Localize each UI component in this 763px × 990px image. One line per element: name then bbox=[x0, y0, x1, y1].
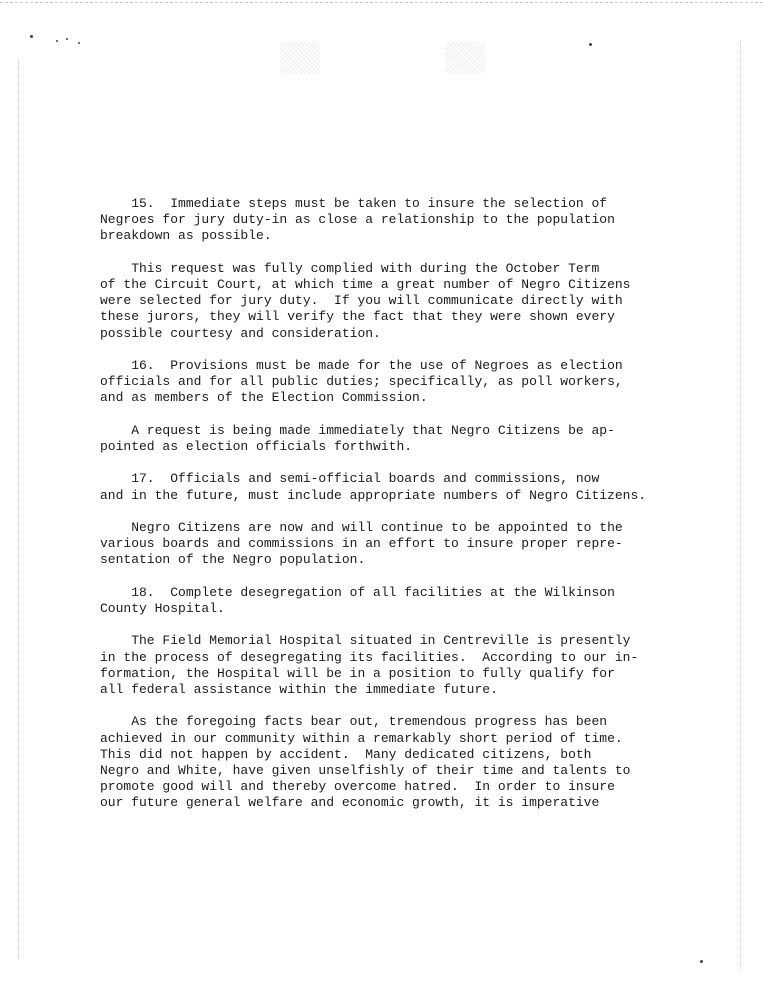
scan-speck bbox=[589, 43, 592, 46]
scan-speck bbox=[78, 42, 80, 44]
scan-speck bbox=[66, 38, 68, 40]
document-body bbox=[100, 196, 730, 828]
paragraph: As the foregoing facts bear out, tremendous progress has been achieved in our community within a remarkably short period of time. This did not happen by accident. Many dedicated citizens, both Negro and White, have given unselfishly of their time and talents to promote good will and thereby overcome hatred. In order to insure our future general welfare and economic growth, it is imperative bbox=[100, 714, 631, 811]
paragraph: 18. Complete desegregation of all facilities at the Wilkinson County Hospital. bbox=[100, 584, 615, 616]
scan-edge-top bbox=[0, 2, 763, 3]
scan-smudge bbox=[280, 42, 320, 74]
scan-speck bbox=[30, 35, 33, 38]
scan-edge-left bbox=[18, 60, 19, 960]
scan-smudge bbox=[445, 42, 485, 74]
paragraph: Negro Citizens are now and will continue to be appointed to the various boards and commissions in an effort to insure proper repre- sentation of the Negro population. bbox=[100, 519, 623, 568]
scan-speck bbox=[56, 40, 58, 42]
scan-speck bbox=[700, 960, 703, 963]
paragraph: 16. Provisions must be made for the use of Negroes as election officials and for all public duties; specifically, as poll workers, and as members of the Election Commission. bbox=[100, 358, 623, 406]
paragraph: 15. Immediate steps must be taken to insure the selection of Negroes for jury duty-in as close a relationship to the population breakdown as possible. bbox=[100, 196, 615, 244]
paragraph: 17. Officials and semi-official boards and commissions, now and in the future, must include appropriate numbers of Negro Citizens. bbox=[100, 471, 647, 503]
paragraph: This request was fully complied with during the October Term of the Circuit Court, at which time a great number of Negro Citizens were selected for jury duty. If you will communicate directly with these jurors, they will verify the fact that they were shown every possible courtesy and consideration. bbox=[100, 260, 631, 341]
paragraph: A request is being made immediately that Negro Citizens be ap- pointed as election officials forthwith. bbox=[100, 422, 615, 454]
paragraph: The Field Memorial Hospital situated in Centreville is presently in the process of desegregating its facilities. According to our in- formation, the Hospital will be in a position to fully qualify for all federal assistance within the immediate future. bbox=[100, 633, 639, 697]
scan-edge-right bbox=[740, 40, 741, 970]
